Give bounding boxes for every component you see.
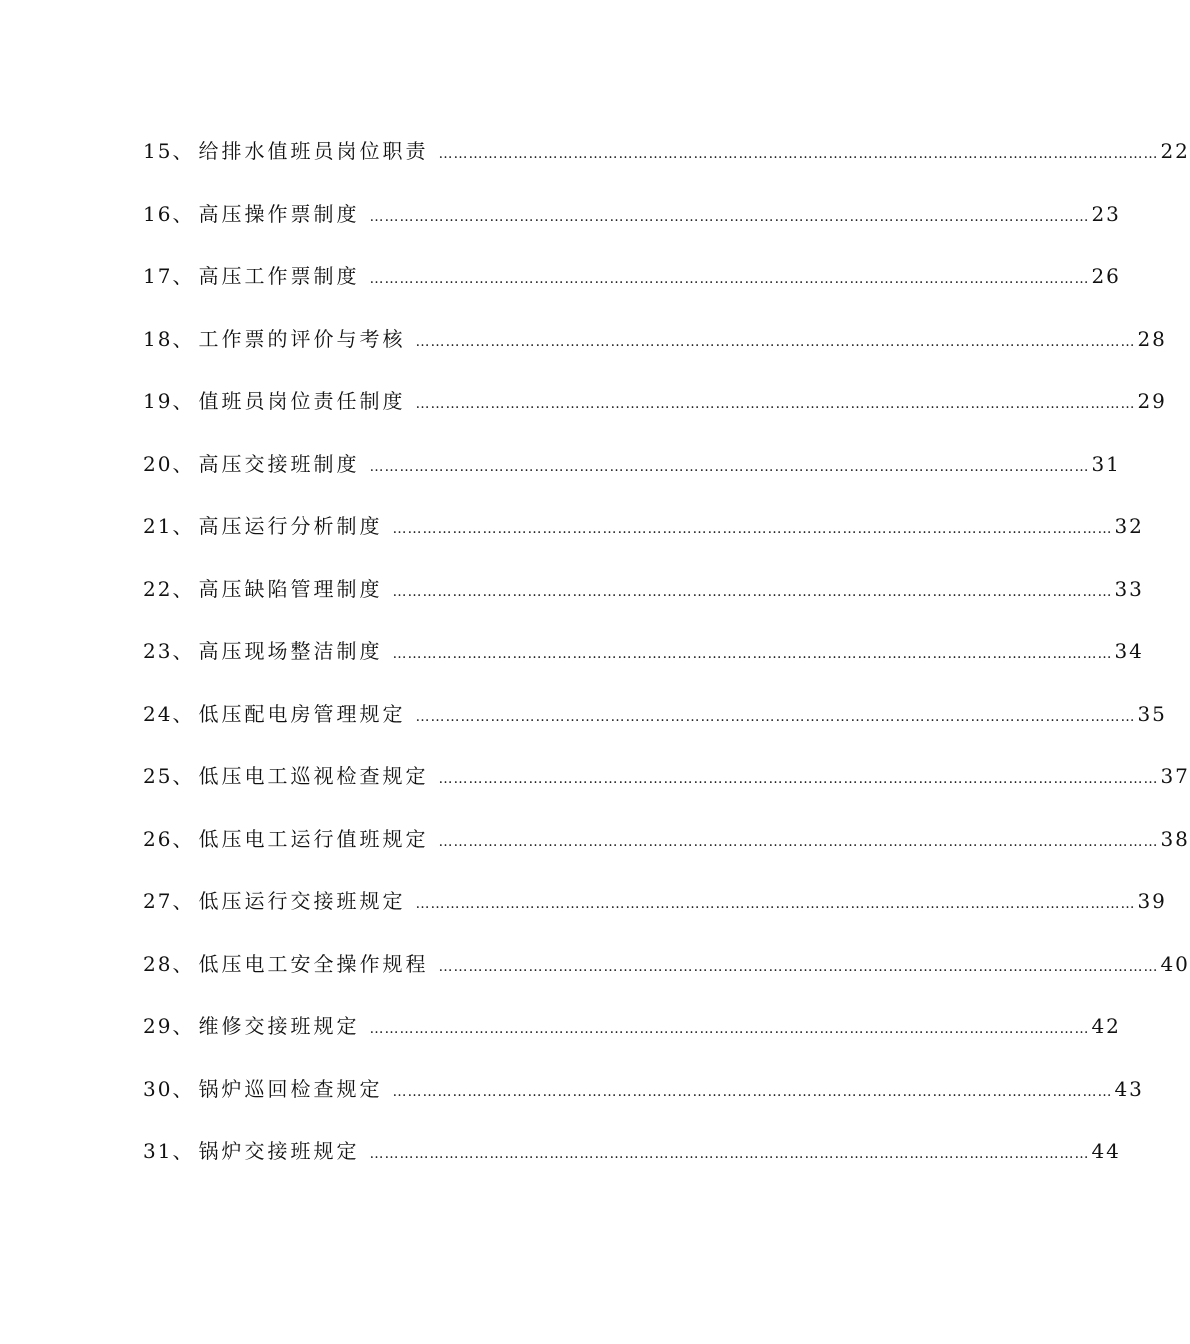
toc-entry-title: 给排水值班员岗位职责 (198, 139, 429, 163)
toc-entry-title: 低压配电房管理规定 (198, 701, 406, 726)
toc-entry-separator: 、 (172, 889, 195, 913)
toc-entry-page: 26 (1091, 264, 1121, 288)
toc-entry-leader: ……………………………………………………………………………………………………………………………… (415, 396, 1136, 412)
toc-entry-leader: ……………………………………………………………………………………………………………………………… (392, 521, 1113, 537)
toc-entry-leader: ……………………………………………………………………………………………………………………………… (438, 771, 1159, 787)
toc-entry-separator: 、 (172, 1076, 195, 1101)
toc-entry-title: 高压交接班制度 (198, 451, 360, 476)
toc-entry-page: 37 (1160, 764, 1190, 788)
toc-entry-number: 23 (143, 639, 173, 663)
toc-entry-page: 23 (1091, 201, 1121, 226)
toc-entry-separator: 、 (172, 576, 195, 601)
toc-entry-separator: 、 (172, 326, 195, 351)
toc-entry[interactable] (143, 820, 1190, 883)
toc-entry-number: 30 (143, 1076, 173, 1101)
toc-entry[interactable] (143, 945, 1190, 1008)
toc-entry-title: 锅炉交接班规定 (198, 1139, 360, 1163)
toc-entry-page: 35 (1137, 701, 1167, 726)
toc-entry-separator: 、 (172, 451, 195, 476)
toc-entry-number: 27 (143, 889, 173, 913)
toc-entry-separator: 、 (172, 764, 195, 788)
toc-entry-page: 38 (1160, 826, 1190, 851)
toc-entry-leader: ……………………………………………………………………………………………………………………………… (415, 333, 1136, 350)
table-of-contents (143, 132, 1190, 1195)
toc-entry-title: 高压操作票制度 (198, 201, 360, 226)
toc-entry[interactable] (143, 632, 1144, 695)
toc-entry[interactable] (143, 132, 1190, 195)
toc-entry-separator: 、 (172, 201, 195, 226)
toc-entry-separator: 、 (172, 264, 195, 288)
toc-entry-title: 高压运行分析制度 (198, 514, 383, 538)
toc-entry-leader: ……………………………………………………………………………………………………………………………… (392, 646, 1113, 662)
toc-entry-page: 40 (1160, 951, 1190, 976)
toc-entry-number: 21 (143, 514, 173, 538)
toc-entry-title: 高压工作票制度 (198, 264, 360, 288)
toc-entry-page: 39 (1137, 889, 1167, 913)
toc-entry-leader: ……………………………………………………………………………………………………………………………… (369, 271, 1090, 287)
toc-entry-title: 高压缺陷管理制度 (198, 576, 383, 601)
toc-entry-page: 33 (1114, 576, 1144, 601)
toc-entry-title: 高压现场整洁制度 (198, 639, 383, 663)
toc-entry-title: 维修交接班规定 (198, 1014, 360, 1038)
toc-entry-leader: ……………………………………………………………………………………………………………………………… (415, 896, 1136, 912)
toc-entry-leader: ……………………………………………………………………………………………………………………………… (438, 958, 1159, 975)
toc-entry[interactable] (143, 382, 1167, 445)
toc-entry-page: 32 (1114, 514, 1144, 538)
toc-entry[interactable] (143, 195, 1121, 258)
toc-entry-title: 锅炉巡回检查规定 (198, 1076, 383, 1101)
toc-entry-page: 42 (1091, 1014, 1121, 1038)
toc-entry-number: 18 (143, 326, 173, 351)
toc-entry-separator: 、 (172, 389, 195, 413)
toc-entry-page: 29 (1137, 389, 1167, 413)
toc-entry[interactable] (143, 695, 1167, 758)
toc-entry-separator: 、 (172, 951, 195, 976)
toc-entry-leader: ……………………………………………………………………………………………………………………………… (369, 458, 1090, 475)
toc-entry-number: 16 (143, 201, 173, 226)
toc-entry-number: 29 (143, 1014, 173, 1038)
toc-entry[interactable] (143, 445, 1121, 508)
toc-entry[interactable] (143, 757, 1190, 820)
toc-entry-title: 低压电工巡视检查规定 (198, 764, 429, 788)
toc-entry-title: 低压电工安全操作规程 (198, 951, 429, 976)
toc-entry-number: 24 (143, 701, 173, 726)
toc-entry-page: 34 (1114, 639, 1144, 663)
toc-entry-title: 低压电工运行值班规定 (198, 826, 429, 851)
toc-entry-page: 28 (1137, 326, 1167, 351)
toc-entry-leader: ……………………………………………………………………………………………………………………………… (438, 833, 1159, 850)
toc-entry-separator: 、 (172, 1014, 195, 1038)
toc-entry-number: 22 (143, 576, 173, 601)
toc-entry-separator: 、 (172, 1139, 195, 1163)
toc-entry-separator: 、 (172, 701, 195, 726)
toc-entry-leader: ……………………………………………………………………………………………………………………………… (438, 146, 1159, 162)
toc-entry-separator: 、 (172, 139, 195, 163)
toc-entry-number: 20 (143, 451, 173, 476)
toc-entry-leader: ……………………………………………………………………………………………………………………………… (369, 1146, 1090, 1162)
toc-entry-leader: ……………………………………………………………………………………………………………………………… (415, 708, 1136, 725)
toc-entry[interactable] (143, 1070, 1144, 1133)
toc-entry-leader: ……………………………………………………………………………………………………………………………… (369, 1021, 1090, 1037)
toc-entry-number: 19 (143, 389, 173, 413)
toc-entry-title: 低压运行交接班规定 (198, 889, 406, 913)
toc-entry-separator: 、 (172, 639, 195, 663)
toc-entry-page: 22 (1160, 139, 1190, 163)
toc-entry-number: 15 (143, 139, 173, 163)
toc-entry[interactable] (143, 1007, 1121, 1070)
toc-entry-title: 值班员岗位责任制度 (198, 389, 406, 413)
toc-entry[interactable] (143, 507, 1144, 570)
toc-entry-leader: ……………………………………………………………………………………………………………………………… (392, 1083, 1113, 1100)
toc-entry[interactable] (143, 320, 1167, 383)
toc-entry-number: 31 (143, 1139, 173, 1163)
toc-entry-page: 44 (1091, 1139, 1121, 1163)
toc-entry-separator: 、 (172, 514, 195, 538)
toc-entry[interactable] (143, 570, 1144, 633)
toc-entry[interactable] (143, 882, 1167, 945)
toc-entry-number: 17 (143, 264, 173, 288)
toc-entry-leader: ……………………………………………………………………………………………………………………………… (392, 583, 1113, 600)
toc-entry[interactable] (143, 257, 1121, 320)
toc-entry-number: 28 (143, 951, 173, 976)
toc-entry-number: 25 (143, 764, 173, 788)
toc-entry[interactable] (143, 1132, 1121, 1195)
toc-entry-title: 工作票的评价与考核 (198, 326, 406, 351)
toc-entry-page: 31 (1091, 451, 1121, 476)
toc-entry-separator: 、 (172, 826, 195, 851)
toc-entry-number: 26 (143, 826, 173, 851)
toc-entry-page: 43 (1114, 1076, 1144, 1101)
toc-entry-leader: ……………………………………………………………………………………………………………………………… (369, 208, 1090, 225)
